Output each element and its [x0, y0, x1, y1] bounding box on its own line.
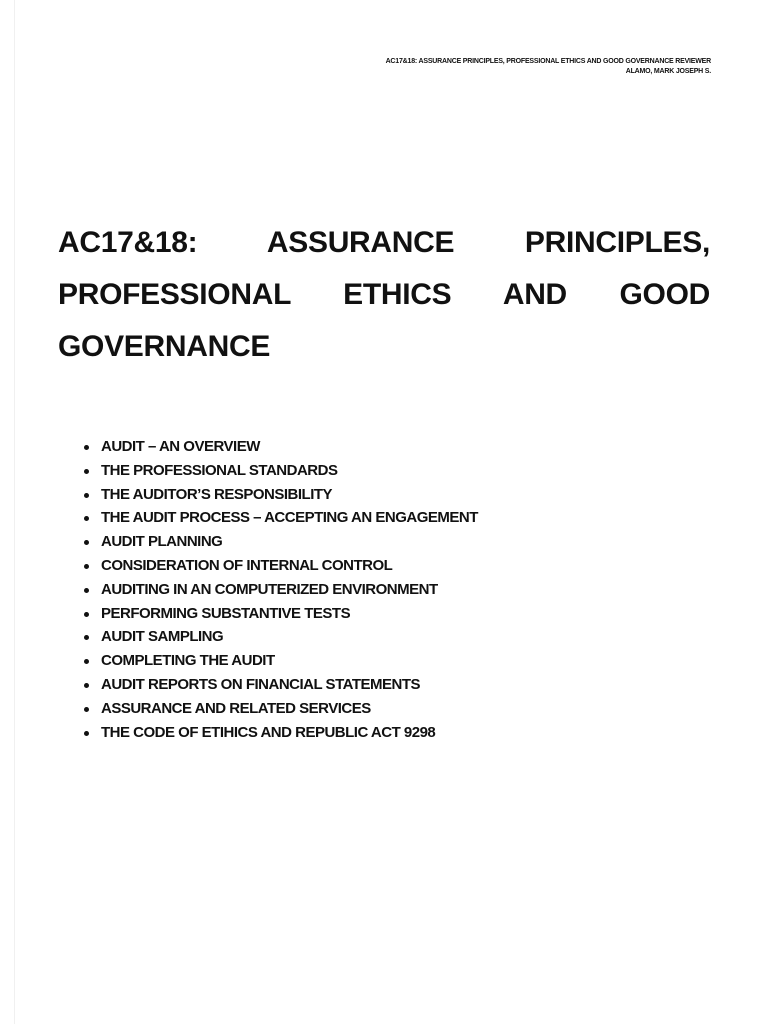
running-header-title: AC17&18: ASSURANCE PRINCIPLES, PROFESSIONAL ETHICS AND GOOD GOVERNANCE REVIEWER — [385, 58, 711, 65]
page-edge-line — [14, 0, 15, 1024]
topic-item — [80, 649, 478, 673]
topic-label: AUDITING IN AN COMPUTERIZED ENVIRONMENT — [101, 580, 438, 598]
bullet-icon — [84, 516, 89, 521]
topic-item — [80, 673, 478, 697]
topic-item — [80, 554, 478, 578]
bullet-icon — [84, 635, 89, 640]
topic-label: COMPLETING THE AUDIT — [101, 652, 275, 670]
bullet-icon — [84, 588, 89, 593]
topics-list — [80, 435, 478, 744]
bullet-icon — [84, 612, 89, 617]
running-header-author: ALAMO, MARK JOSEPH S. — [625, 68, 711, 75]
topic-item — [80, 721, 478, 745]
bullet-icon — [84, 493, 89, 498]
topic-item — [80, 697, 478, 721]
topic-item — [80, 625, 478, 649]
topic-label: THE AUDIT PROCESS – ACCEPTING AN ENGAGEMENT — [101, 509, 478, 527]
topic-label: THE CODE OF ETIHICS AND REPUBLIC ACT 9298 — [101, 723, 436, 741]
bullet-icon — [84, 469, 89, 474]
bullet-icon — [84, 731, 89, 736]
topic-label: ASSURANCE AND RELATED SERVICES — [101, 699, 371, 717]
running-header — [386, 57, 711, 77]
topic-item — [80, 435, 478, 459]
bullet-icon — [84, 445, 89, 450]
bullet-icon — [84, 564, 89, 569]
topic-label: AUDIT PLANNING — [101, 533, 223, 551]
document-title: AC17&18: ASSURANCE PRINCIPLES, PROFESSIONAL ETHICS AND GOOD GOVERNANCE — [58, 226, 710, 363]
topic-label: THE PROFESSIONAL STANDARDS — [101, 461, 338, 479]
topic-item — [80, 459, 478, 483]
bullet-icon — [84, 683, 89, 688]
topic-label: CONSIDERATION OF INTERNAL CONTROL — [101, 556, 393, 574]
bullet-icon — [84, 659, 89, 664]
topic-label: AUDIT REPORTS ON FINANCIAL STATEMENTS — [101, 675, 420, 693]
topic-label: AUDIT SAMPLING — [101, 628, 224, 646]
topic-label: AUDIT – AN OVERVIEW — [101, 438, 260, 455]
topic-item — [80, 602, 478, 626]
topic-item — [80, 483, 478, 507]
bullet-icon — [84, 540, 89, 545]
topic-item — [80, 506, 478, 530]
topic-label: THE AUDITOR’S RESPONSIBILITY — [101, 485, 333, 503]
bullet-icon — [84, 707, 89, 712]
topic-item — [80, 530, 478, 554]
topic-label: PERFORMING SUBSTANTIVE TESTS — [101, 604, 351, 622]
topic-item — [80, 578, 478, 602]
